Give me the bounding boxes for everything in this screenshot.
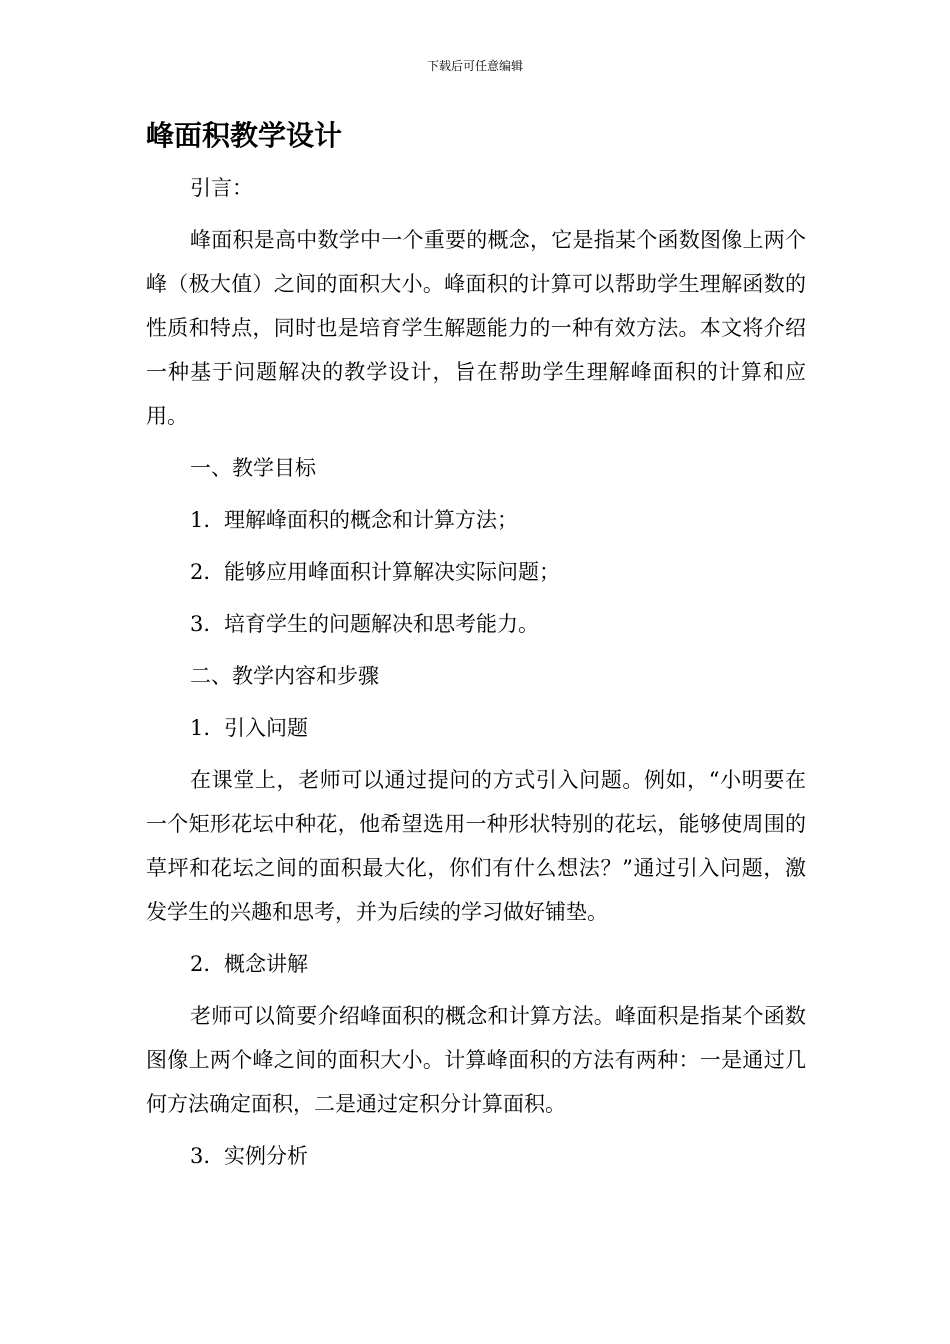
objective-number: 3. (190, 612, 211, 636)
step-heading (146, 1134, 806, 1178)
step-title: 引入问题 (224, 716, 308, 740)
objective-number: 1. (190, 508, 211, 532)
step1-paragraph: 在课堂上，老师可以通过提问的方式引入问题。例如，“小明要在一个矩形花坛中种花，他希望选用一种形状特别的花坛，能够使周围的草坪和花坛之间的面积最大化，你们有什么想法？”通过引入问题，激发学生的兴趣和思考，并为后续的学习做好铺垫。 (146, 768, 806, 924)
section1-heading: 一、教学目标 (190, 456, 316, 480)
objective-text: 理解峰面积的概念和计算方法； (224, 508, 518, 532)
step-title: 实例分析 (224, 1144, 308, 1168)
step-number: 1. (190, 716, 211, 740)
step-heading (146, 942, 806, 986)
objective-text: 能够应用峰面积计算解决实际问题； (224, 560, 560, 584)
section2-heading: 二、教学内容和步骤 (190, 664, 379, 688)
document-title: 峰面积教学设计 (146, 119, 343, 152)
document-body (146, 166, 806, 1186)
step-number: 2. (190, 952, 211, 976)
objective-number: 2. (190, 560, 211, 584)
step-heading (146, 706, 806, 750)
intro-label: 引言： (190, 176, 253, 200)
objective-item (146, 498, 806, 542)
intro-paragraph: 峰面积是高中数学中一个重要的概念，它是指某个函数图像上两个峰（极大值）之间的面积大小。峰面积的计算可以帮助学生理解函数的性质和特点，同时也是培育学生解题能力的一种有效方法。本文将介绍一种基于问题解决的教学设计，旨在帮助学生理解峰面积的计算和应用。 (146, 228, 806, 428)
step-number: 3. (190, 1144, 211, 1168)
objective-item (146, 550, 806, 594)
header-note: 下载后可任意编辑 (426, 59, 523, 73)
step2-paragraph: 老师可以简要介绍峰面积的概念和计算方法。峰面积是指某个函数图像上两个峰之间的面积大小。计算峰面积的方法有两种：一是通过几何方法确定面积，二是通过定积分计算面积。 (146, 1004, 806, 1116)
objective-item (146, 602, 806, 646)
objective-text: 培育学生的问题解决和思考能力。 (224, 612, 539, 636)
step-title: 概念讲解 (224, 952, 308, 976)
